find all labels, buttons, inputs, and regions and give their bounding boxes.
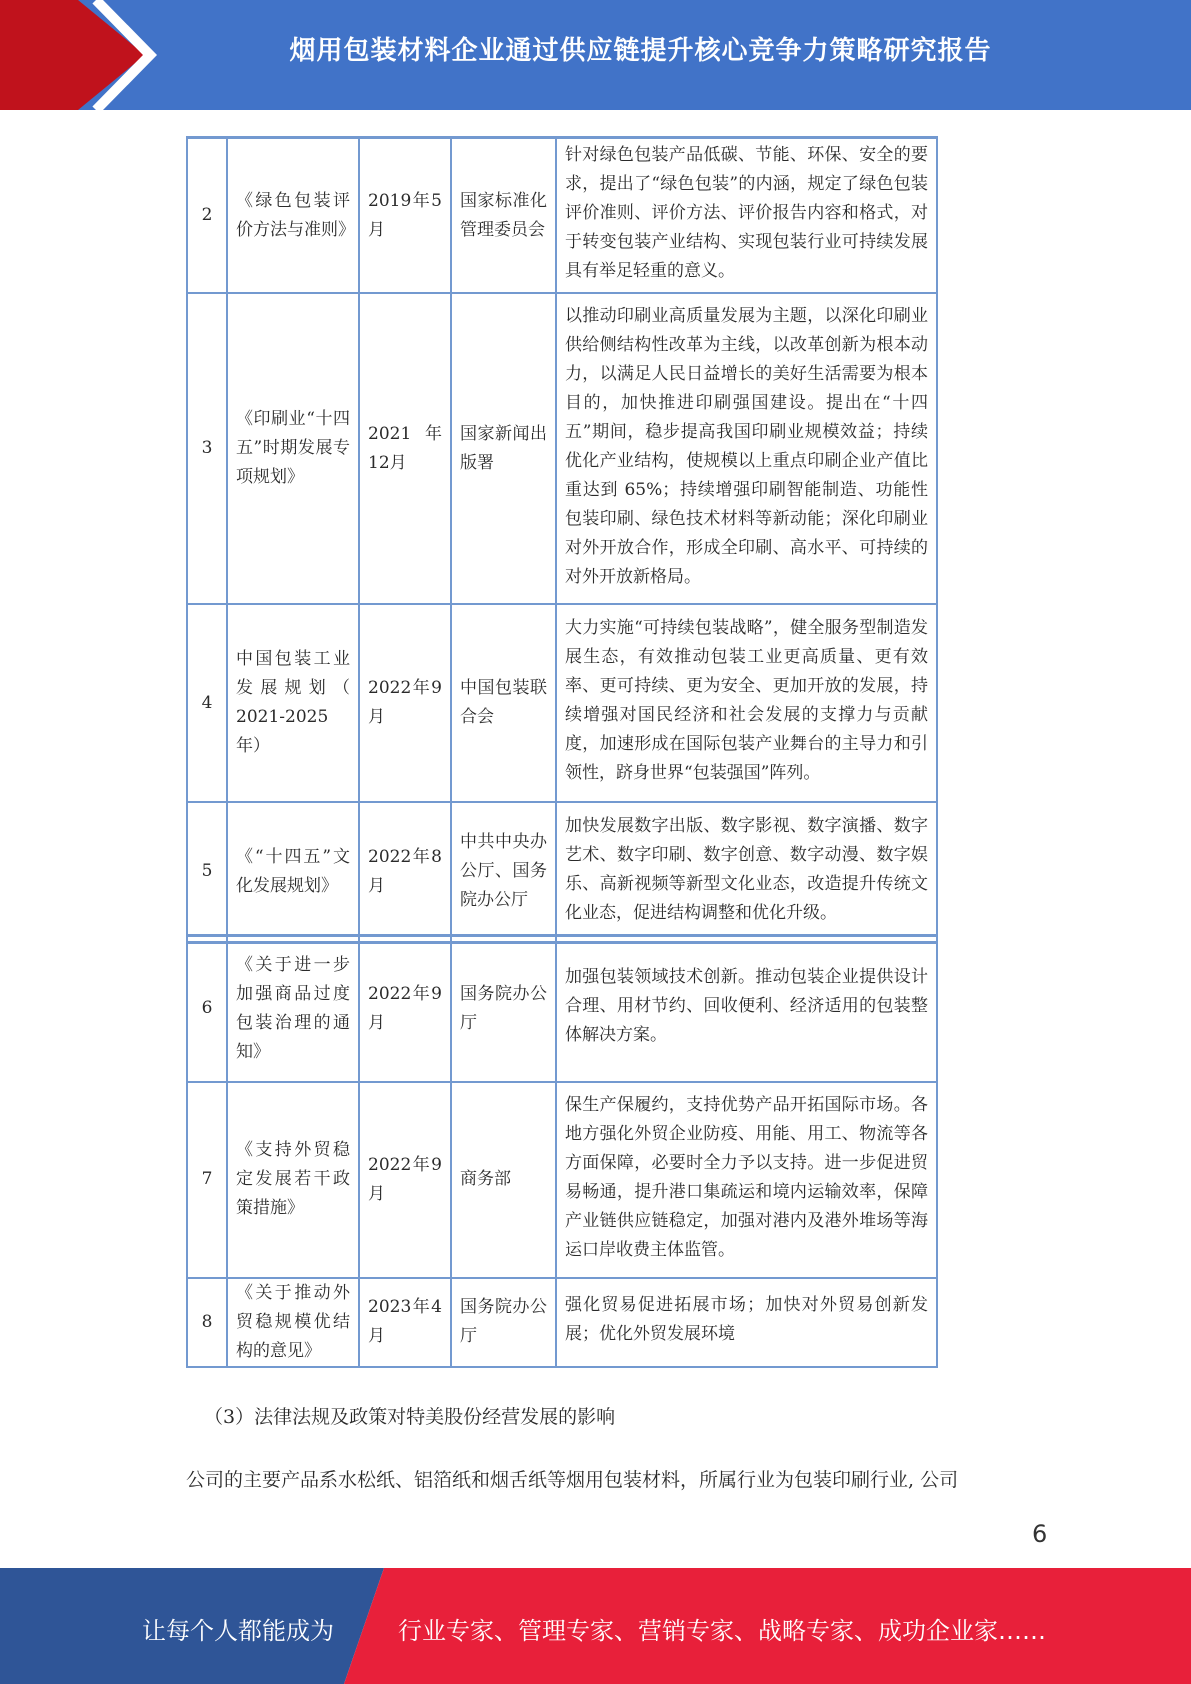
header-arrow-decoration xyxy=(0,0,160,110)
row-number: 6 xyxy=(187,936,227,1082)
report-title: 烟用包装材料企业通过供应链提升核心竞争力策略研究报告 xyxy=(289,36,992,66)
policy-description: 大力实施“可持续包装战略”，健全服务型制造发展生态，有效推动包装工业更高质量、更有效率、更可持续、更为安全、更加开放的发展，持续增强对国民经济和社会发展的支撑力与贡献度，加速形成在国际包装产业舞台的主导力和引领性，跻身世界“包装强国”阵列。 xyxy=(556,604,937,802)
footer-slogan-right: 行业专家、管理专家、营销专家、战略专家、成功企业家…… xyxy=(398,1617,1046,1645)
row-number: 5 xyxy=(187,802,227,942)
policy-name: 《印刷业“十四五”时期发展专项规划》 xyxy=(227,293,359,604)
issuing-organization: 商务部 xyxy=(451,1082,556,1278)
body-paragraph: 公司的主要产品系水松纸、铝箔纸和烟舌纸等烟用包装材料，所属行业为包装印刷行业, 公司 xyxy=(186,1469,959,1491)
policy-name: 中国包装工业发展规划（ 2021-2025年） xyxy=(227,604,359,802)
issuing-organization: 国务院办公厅 xyxy=(451,936,556,1082)
policy-description: 以推动印刷业高质量发展为主题，以深化印刷业供给侧结构性改革为主线，以改革创新为根本动力，以满足人民日益增长的美好生活需要为根本目的，加快推进印刷强国建设。提出在“十四五”期间，稳步提高我国印刷业规模效益；持续优化产业结构，使规模以上重点印刷企业产值比重达到 65%；持续增强印刷智能制造、功能性包装印刷、绿色技术材料等新动能；深化印刷业对外开放合作，形成全印刷、高水平、可持续的对外开放新格局。 xyxy=(556,293,937,604)
table-row xyxy=(187,936,937,1082)
policy-table-part1 xyxy=(186,136,938,944)
row-number: 8 xyxy=(187,1278,227,1367)
issue-date: 2023年4月 xyxy=(359,1278,451,1367)
policy-description: 针对绿色包装产品低碳、节能、环保、安全的要求，提出了“绿色包装”的内涵，规定了绿色包装评价准则、评价方法、评价报告内容和格式，对于转变包装产业结构、实现包装行业可持续发展具有举足轻重的意义。 xyxy=(556,138,937,294)
issue-date: 2022年8月 xyxy=(359,802,451,942)
policy-name: 《绿色包装评价方法与准则》 xyxy=(227,138,359,294)
footer-slogan-left: 让每个人都能成为 xyxy=(142,1617,334,1645)
row-number: 3 xyxy=(187,293,227,604)
policy-name: 《关于进一步加强商品过度包装治理的通知》 xyxy=(227,936,359,1082)
section-heading: （3）法律法规及政策对特美股份经营发展的影响 xyxy=(204,1406,616,1428)
issuing-organization: 中国包装联合会 xyxy=(451,604,556,802)
issuing-organization: 国家标准化管理委员会 xyxy=(451,138,556,294)
row-number: 4 xyxy=(187,604,227,802)
page-number: 6 xyxy=(1032,1520,1048,1548)
policy-description: 加快发展数字出版、数字影视、数字演播、数字艺术、数字印刷、数字创意、数字动漫、数字娱乐、高新视频等新型文化业态，改造提升传统文化业态，促进结构调整和优化升级。 xyxy=(556,802,937,942)
issuing-organization: 国务院办公厅 xyxy=(451,1278,556,1367)
policy-table-part2 xyxy=(186,934,938,1368)
policy-description: 保生产保履约，支持优势产品开拓国际市场。各地方强化外贸企业防疫、用能、用工、物流等各方面保障，必要时全力予以支持。进一步促进贸易畅通，提升港口集疏运和境内运输效率，保障产业链供应链稳定，加强对港内及港外堆场等海运口岸收费主体监管。 xyxy=(556,1082,937,1278)
issue-date: 2022年9月 xyxy=(359,604,451,802)
policy-name: 《“十四五”文化发展规划》 xyxy=(227,802,359,942)
page-footer xyxy=(0,1568,1191,1684)
issue-date: 2019年5月 xyxy=(359,138,451,294)
table-row xyxy=(187,293,937,604)
page-header xyxy=(0,0,1191,110)
policy-description: 强化贸易促进拓展市场；加快对外贸易创新发展；优化外贸发展环境 xyxy=(556,1278,937,1367)
table-row xyxy=(187,138,937,294)
row-number: 7 xyxy=(187,1082,227,1278)
policy-name: 《支持外贸稳定发展若干政策措施》 xyxy=(227,1082,359,1278)
issuing-organization: 中共中央办公厅、国务院办公厅 xyxy=(451,802,556,942)
table-row xyxy=(187,802,937,942)
table-row xyxy=(187,1278,937,1367)
issue-date: 2022年9月 xyxy=(359,936,451,1082)
row-number: 2 xyxy=(187,138,227,294)
issuing-organization: 国家新闻出版署 xyxy=(451,293,556,604)
policy-name: 《关于推动外贸稳规模优结构的意见》 xyxy=(227,1278,359,1367)
policy-description: 加强包装领域技术创新。推动包装企业提供设计合理、用材节约、回收便利、经济适用的包装整体解决方案。 xyxy=(556,936,937,1082)
table-row xyxy=(187,604,937,802)
table-row xyxy=(187,1082,937,1278)
issue-date: 2021 年12月 xyxy=(359,293,451,604)
issue-date: 2022年9月 xyxy=(359,1082,451,1278)
